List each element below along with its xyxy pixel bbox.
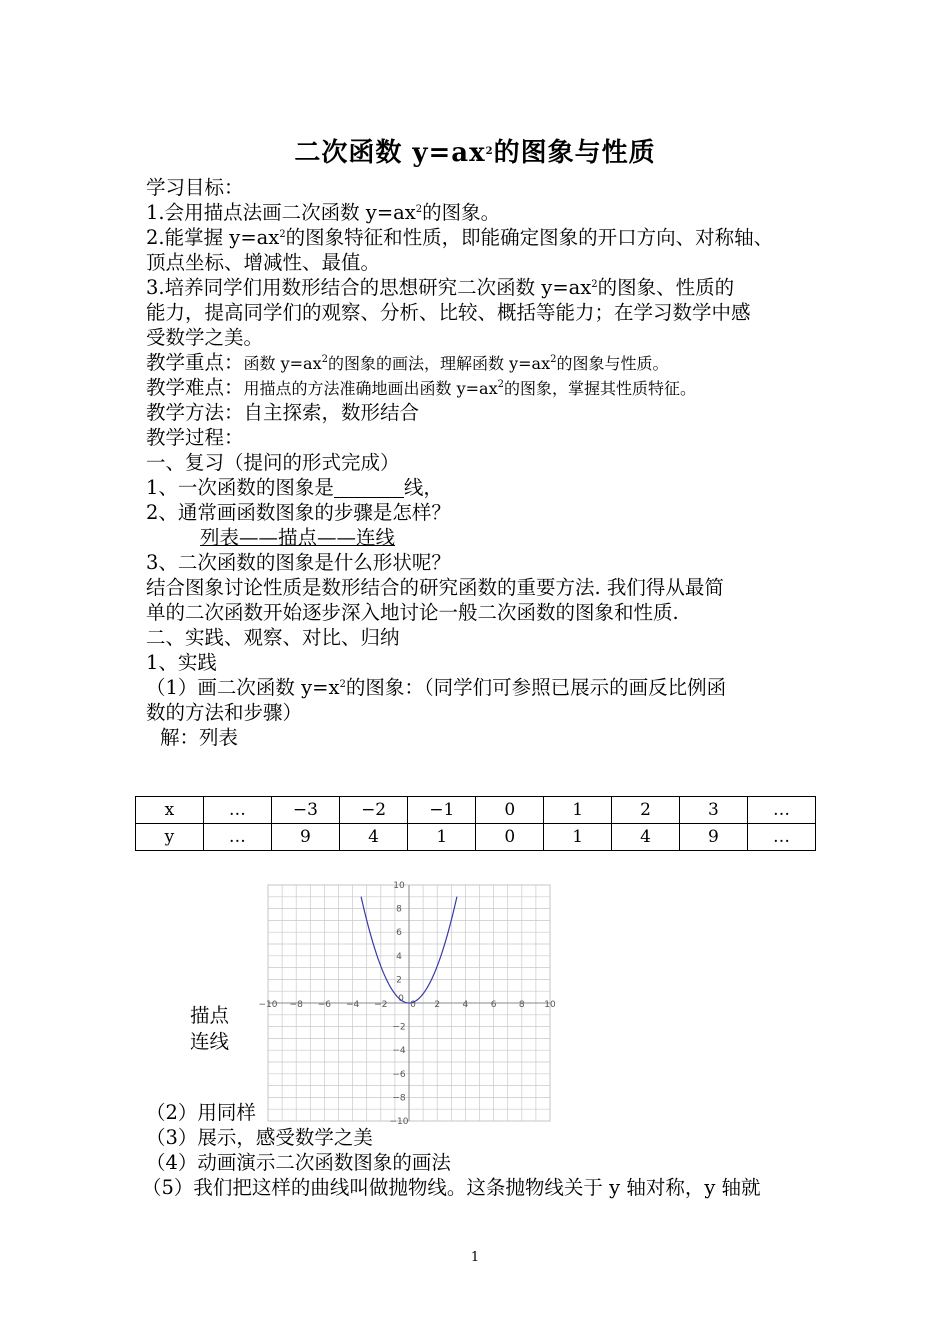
table-cell: 4 xyxy=(340,824,408,851)
teaching-method: 教学方法：自主探索，数形结合 xyxy=(146,401,420,424)
plot-points-label: 描点 xyxy=(190,1004,230,1027)
practice-step-4: （4）动画演示二次函数图象的画法 xyxy=(146,1151,451,1174)
page-title: 二次函数 $y=ax^2$的图象与性质 xyxy=(294,138,656,168)
practice-step-1-cont: 数的方法和步骤） xyxy=(146,701,303,724)
solution-table-label: 解：列表 xyxy=(160,726,239,749)
y-tick-label: 6 xyxy=(396,928,402,939)
x-tick-label: 2 xyxy=(434,1000,441,1010)
table-cell: 9 xyxy=(680,824,748,851)
objective-3-cont2: 受数学之美。 xyxy=(146,326,264,349)
intro-paragraph: 结合图象讨论性质是数形结合的研究函数的重要方法. 我们得从最简 xyxy=(146,576,724,599)
table-cell: 1 xyxy=(544,824,612,851)
y-tick-label: 2 xyxy=(396,975,402,986)
table-cell: … xyxy=(747,797,815,824)
x-tick-label: 4 xyxy=(462,1000,469,1010)
x-tick-label: 10 xyxy=(544,1000,556,1010)
parabola-chart xyxy=(255,878,565,1124)
review-q2-answer: 列表——描点——连线 xyxy=(200,526,396,549)
table-cell: 3 xyxy=(680,797,748,824)
table-cell: 4 xyxy=(612,824,680,851)
x-tick-label: 6 xyxy=(490,1000,497,1010)
x-tick-label: −8 xyxy=(289,1000,303,1010)
y-tick-label: 8 xyxy=(396,904,402,915)
objective-1: 1.会用描点法画二次函数 $y=ax^2$的图象。 xyxy=(146,201,501,224)
practice-step-1: （1）画二次函数 $y=x^2$的图象：（同学们可参照已展示的画反比例函 xyxy=(146,676,727,699)
table-cell: y xyxy=(136,824,204,851)
objective-3: 3.培养同学们用数形结合的思想研究二次函数 $y=ax^2$的图象、性质的 xyxy=(146,276,735,299)
table-row xyxy=(136,797,816,824)
table-row xyxy=(136,824,816,851)
x-tick-label: 0 xyxy=(410,1000,416,1010)
section-review: 一、复习（提问的形式完成） xyxy=(146,451,400,474)
table-cell: 1 xyxy=(544,797,612,824)
table-cell: x xyxy=(136,797,204,824)
objective-3-cont: 能力，提高同学们的观察、分析、比较、概括等能力；在学习数学中感 xyxy=(146,301,751,324)
x-tick-label: −4 xyxy=(345,1000,360,1010)
objective-2-cont: 顶点坐标、增减性、最值。 xyxy=(146,251,381,274)
practice-heading: 1、实践 xyxy=(146,651,217,674)
y-tick-label: 10 xyxy=(393,881,405,891)
y-tick-label: −4 xyxy=(392,1046,406,1057)
table-cell: 9 xyxy=(271,824,339,851)
table-cell: −1 xyxy=(408,797,476,824)
table-cell: 1 xyxy=(408,824,476,851)
teaching-process: 教学过程： xyxy=(146,426,244,449)
practice-step-5: （5）我们把这样的曲线叫做抛物线。这条抛物线关于 y 轴对称，y 轴就 xyxy=(142,1176,761,1199)
table-cell: −2 xyxy=(340,797,408,824)
connect-line-label: 连线 xyxy=(190,1030,230,1053)
x-tick-label: 8 xyxy=(518,1000,525,1010)
table-cell: −3 xyxy=(271,797,339,824)
teaching-difficulty: 教学难点：用描点的方法准确地画出函数 $y=ax^2$的图象，掌握其性质特征。 xyxy=(146,376,697,399)
table-cell: 0 xyxy=(476,797,544,824)
x-tick-label: −2 xyxy=(374,1000,388,1010)
review-q3: 3、二次函数的图象是什么形状呢？ xyxy=(146,551,451,574)
table-cell: … xyxy=(747,824,815,851)
intro-paragraph-cont: 单的二次函数开始逐步深入地讨论一般二次函数的图象和性质. xyxy=(146,601,679,624)
section-practice: 二、实践、观察、对比、归纳 xyxy=(146,626,400,649)
practice-step-3: （3）展示，感受数学之美 xyxy=(146,1126,373,1149)
teaching-focus: 教学重点：函数 $y=ax^2$的图象的画法，理解函数 $y=ax^2$的图象与性质。 xyxy=(146,351,669,374)
page-number: 1 xyxy=(470,1250,480,1265)
y-tick-label: −8 xyxy=(392,1093,406,1104)
x-tick-label: −6 xyxy=(317,1000,332,1010)
answer-blank xyxy=(334,477,404,498)
y-tick-label: −2 xyxy=(392,1022,406,1033)
review-q1: 1、一次函数的图象是 线， xyxy=(146,476,443,499)
objectives-heading: 学习目标： xyxy=(146,176,244,199)
review-q2: 2、通常画函数图象的步骤是怎样？ xyxy=(146,501,451,524)
y-tick-label: 4 xyxy=(396,951,402,962)
x-tick-label: −10 xyxy=(258,1000,278,1010)
objective-2: 2.能掌握 $y=ax^2$的图象特征和性质，即能确定图象的开口方向、对称轴、 xyxy=(146,226,774,249)
y-tick-label: 0 xyxy=(398,994,404,1004)
table-cell: 0 xyxy=(476,824,544,851)
value-table xyxy=(135,796,816,851)
parabola-graph xyxy=(255,878,565,1124)
y-tick-label: −10 xyxy=(389,1117,409,1124)
practice-step-2: （2）用同样 xyxy=(146,1101,256,1124)
table-cell: … xyxy=(203,824,271,851)
table-cell: 2 xyxy=(612,797,680,824)
y-tick-label: −6 xyxy=(392,1069,406,1080)
table-cell: … xyxy=(203,797,271,824)
